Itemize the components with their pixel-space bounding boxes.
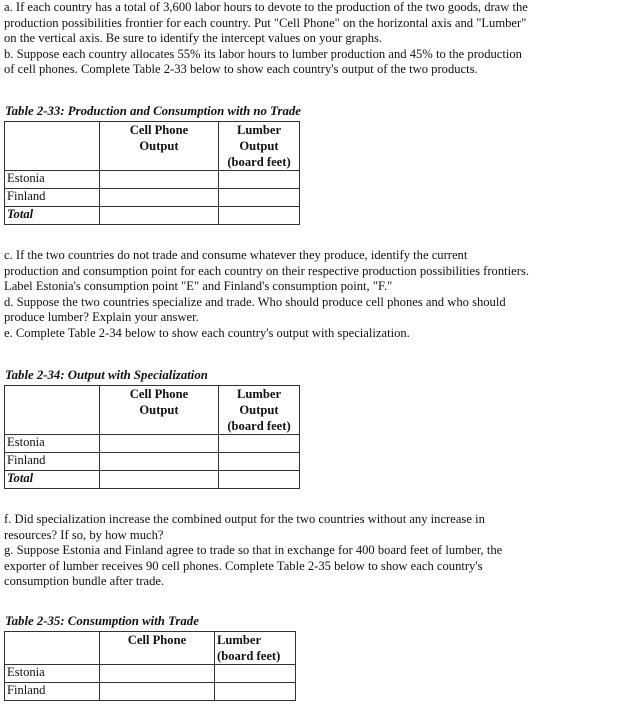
header-text: (board feet)	[217, 649, 281, 663]
table-row	[5, 189, 300, 207]
row-label-estonia: Estonia	[5, 171, 100, 189]
header-text: (board feet)	[227, 419, 291, 433]
answer-cell[interactable]	[219, 189, 300, 207]
header-text: Output	[139, 139, 179, 153]
text-line: on the vertical axis. Be sure to identify the intercept values on your graphs.	[4, 31, 383, 46]
header-text: (board feet)	[227, 155, 291, 169]
table-row	[5, 435, 300, 453]
header-blank	[5, 386, 100, 435]
text-line: f. Did specialization increase the combined output for the two countries without any increase in	[4, 512, 485, 526]
text-line: g. Suppose Estonia and Finland agree to trade so that in exchange for 400 board feet of lumber, the	[4, 543, 503, 558]
table-row	[5, 207, 300, 225]
answer-cell[interactable]	[219, 471, 300, 489]
text-line: production and consumption point for each country on their respective production possibilities frontiers.	[4, 263, 529, 278]
answer-cell[interactable]	[100, 683, 215, 701]
header-text: Output	[139, 403, 179, 417]
answer-cell[interactable]	[100, 189, 219, 207]
row-label-finland: Finland	[5, 189, 100, 207]
row-label-estonia: Estonia	[5, 665, 100, 683]
text-line: of cell phones. Complete Table 2-33 below to show each country's output of the two products.	[4, 62, 478, 77]
header-text: Lumber	[217, 633, 262, 647]
question-a-b	[4, 0, 624, 78]
table-row	[5, 453, 300, 471]
row-label-total: Total	[5, 471, 100, 489]
question-c-e	[4, 248, 624, 342]
table-2-35-caption: Table 2-35: Consumption with Trade	[5, 614, 199, 628]
answer-cell[interactable]	[219, 171, 300, 189]
answer-cell[interactable]	[215, 665, 296, 683]
answer-cell[interactable]	[100, 171, 219, 189]
header-text: Cell Phone	[127, 633, 187, 647]
text-line: e. Complete Table 2-34 below to show each country's output with specialization.	[4, 325, 410, 340]
row-label-total: Total	[5, 207, 100, 225]
header-lumber-output	[219, 122, 300, 171]
table-2-34-caption: Table 2-34: Output with Specialization	[5, 368, 208, 382]
text-line: a. If each country has a total of 3,600 labor hours to devote to the production of the two goods, draw the	[4, 0, 528, 14]
text-line: d. Suppose the two countries specialize and trade. Who should produce cell phones and who should	[4, 294, 506, 309]
table-row	[5, 171, 300, 189]
answer-cell[interactable]	[219, 435, 300, 453]
header-text: Lumber	[236, 387, 282, 401]
header-text: Output	[239, 139, 279, 153]
text-line: resources? If so, by how much?	[4, 527, 164, 542]
header-blank	[5, 632, 100, 665]
table-2-34	[4, 385, 300, 489]
table-row	[5, 665, 296, 683]
row-label-finland: Finland	[5, 683, 100, 701]
header-blank	[5, 122, 100, 171]
answer-cell[interactable]	[100, 207, 219, 225]
header-cell-phone-output	[100, 122, 219, 171]
answer-cell[interactable]	[219, 207, 300, 225]
text-line: Label Estonia's consumption point "E" and Finland's consumption point, "F."	[4, 279, 393, 294]
header-cell-phone-output	[100, 386, 219, 435]
answer-cell[interactable]	[100, 453, 219, 471]
text-line: c. If the two countries do not trade and consume whatever they produce, identify the current	[4, 248, 468, 262]
row-label-estonia: Estonia	[5, 435, 100, 453]
answer-cell[interactable]	[100, 665, 215, 683]
header-text: Lumber	[236, 123, 282, 137]
text-line: consumption bundle after trade.	[4, 574, 165, 589]
question-f-g	[4, 512, 624, 590]
row-label-finland: Finland	[5, 453, 100, 471]
text-line: produce lumber? Explain your answer.	[4, 310, 199, 325]
header-lumber-output	[219, 386, 300, 435]
text-line: exporter of lumber receives 90 cell phones. Complete Table 2-35 below to show each country's	[4, 558, 483, 573]
header-text: Output	[239, 403, 279, 417]
header-cell-phone	[100, 632, 215, 665]
answer-cell[interactable]	[100, 435, 219, 453]
table-row	[5, 471, 300, 489]
header-text: Cell Phone	[129, 123, 189, 137]
answer-cell[interactable]	[215, 683, 296, 701]
answer-cell[interactable]	[219, 453, 300, 471]
header-text: Cell Phone	[129, 387, 189, 401]
table-2-33	[4, 121, 300, 225]
table-2-35	[4, 631, 296, 701]
header-lumber	[215, 632, 296, 665]
text-line: production possibilities frontier for each country. Put "Cell Phone" on the horizontal axis and "Lumber"	[4, 15, 527, 30]
table-2-33-caption: Table 2-33: Production and Consumption with no Trade	[5, 104, 301, 118]
table-row	[5, 683, 296, 701]
answer-cell[interactable]	[100, 471, 219, 489]
text-line: b. Suppose each country allocates 55% its labor hours to lumber production and 45% to the production	[4, 46, 522, 61]
